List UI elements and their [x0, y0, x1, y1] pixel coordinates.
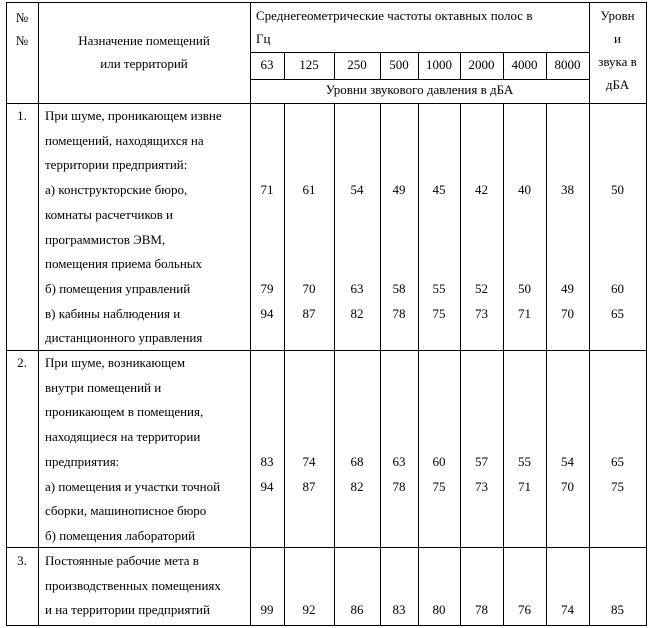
- row-text-line: б) помещения лабораторий: [45, 528, 196, 543]
- freq-label: 2000: [468, 57, 495, 72]
- row-text-line: При шуме, проникающем извне: [45, 108, 222, 123]
- spl-value: 63: [392, 454, 406, 469]
- spl-value: 63: [350, 281, 364, 296]
- spl-value: 71: [518, 306, 531, 321]
- spl-value: 54: [350, 182, 364, 197]
- spl-value: 78: [392, 479, 406, 494]
- freq-label: 8000: [554, 57, 581, 72]
- freq-label: 500: [389, 57, 409, 72]
- grid-right-border: [646, 2, 647, 626]
- spl-value: 73: [475, 306, 488, 321]
- row-text-line: в) кабины наблюдения и: [45, 306, 181, 321]
- row-text-line: программистов ЭВМ,: [45, 232, 166, 247]
- row-number: 3.: [17, 553, 27, 568]
- spl-value: 82: [350, 306, 364, 321]
- spl-value: 71: [518, 479, 531, 494]
- spl-value: 68: [350, 454, 364, 469]
- row-text-line: и на территории предприятий: [45, 602, 210, 617]
- spl-value: 49: [561, 281, 574, 296]
- grid-header-bottom-line: [6, 103, 647, 104]
- spl-value: 78: [475, 602, 488, 617]
- spl-value: 70: [302, 281, 316, 296]
- freq-label: 125: [299, 57, 319, 72]
- level-header: звука в: [598, 54, 637, 69]
- sound-level-value: 60: [611, 281, 624, 296]
- name-header: или территорий: [100, 56, 188, 71]
- num-header: №: [15, 10, 29, 25]
- spl-value: 82: [350, 479, 364, 494]
- grid-row-separator: [6, 547, 647, 548]
- freq-label: 63: [260, 57, 274, 72]
- spl-value: 54: [561, 454, 574, 469]
- sound-level-value: 75: [611, 479, 624, 494]
- spl-value: 60: [432, 454, 446, 469]
- spl-value: 78: [392, 306, 406, 321]
- spl-value: 92: [302, 602, 316, 617]
- spl-header: Уровни звукового давления в дБА: [325, 82, 514, 97]
- grid-row-separator: [6, 350, 647, 351]
- freq-label: 4000: [511, 57, 538, 72]
- grid-left-border: [6, 2, 7, 626]
- spl-value: 40: [518, 182, 531, 197]
- spl-value: 83: [392, 602, 406, 617]
- row-text-line: территории предприятий:: [45, 157, 188, 172]
- row-text-line: При шуме, возникающем: [45, 355, 186, 370]
- row-text-line: комнаты расчетчиков и: [45, 207, 173, 222]
- grid-col-line: [38, 2, 39, 626]
- sound-level-value: 65: [611, 306, 624, 321]
- spl-value: 99: [260, 602, 274, 617]
- spl-value: 86: [350, 602, 364, 617]
- spl-value: 94: [260, 306, 274, 321]
- spl-value: 74: [561, 602, 574, 617]
- spl-value: 87: [302, 306, 316, 321]
- spl-value: 49: [392, 182, 406, 197]
- row-text-line: а) помещения и участки точной: [45, 479, 221, 494]
- level-header: дБА: [605, 77, 630, 92]
- spl-value: 75: [432, 306, 446, 321]
- row-text-line: находящиеся на территории: [45, 429, 201, 444]
- row-text-line: предприятия:: [45, 454, 120, 469]
- level-header: Уровн: [600, 8, 635, 23]
- spl-value: 61: [302, 182, 316, 197]
- spl-value: 55: [432, 281, 446, 296]
- sound-level-value: 50: [611, 182, 624, 197]
- freq-header: Гц: [256, 31, 271, 46]
- freq-header: Среднегеометрические частоты октавных полос в: [256, 8, 533, 23]
- row-text-line: а) конструкторские бюро,: [45, 182, 188, 197]
- spl-value: 94: [260, 479, 274, 494]
- row-text-line: помещений, находящихся на: [45, 133, 204, 148]
- name-header: Назначение помещений: [78, 33, 210, 48]
- spl-value: 38: [561, 182, 574, 197]
- spl-value: 87: [302, 479, 316, 494]
- spl-value: 71: [260, 182, 274, 197]
- spl-value: 80: [432, 602, 446, 617]
- spl-value: 70: [561, 479, 574, 494]
- freq-label: 250: [347, 57, 367, 72]
- num-header: №: [15, 33, 29, 48]
- spl-value: 70: [561, 306, 574, 321]
- spl-value: 74: [302, 454, 316, 469]
- spl-value: 76: [518, 602, 531, 617]
- spl-value: 73: [475, 479, 488, 494]
- grid-bottom-border: [6, 625, 647, 626]
- grid-freq-header-line: [250, 52, 590, 53]
- row-text-line: сборки, машинописное бюро: [45, 503, 207, 518]
- freq-label: 1000: [426, 57, 452, 72]
- row-number: 1.: [17, 108, 27, 123]
- spl-value: 83: [260, 454, 274, 469]
- spl-value: 52: [475, 281, 488, 296]
- row-text-line: производственных помещениях: [45, 578, 221, 593]
- row-number: 2.: [17, 355, 27, 370]
- row-text-line: внутри помещений и: [45, 380, 162, 395]
- level-header: и: [614, 31, 621, 46]
- grid-freq-values-line: [250, 79, 590, 80]
- row-text-line: помещения приема больных: [45, 256, 203, 271]
- spl-value: 42: [475, 182, 488, 197]
- sound-level-value: 65: [611, 454, 624, 469]
- spl-value: 50: [518, 281, 531, 296]
- spl-value: 55: [518, 454, 531, 469]
- spl-value: 58: [392, 281, 406, 296]
- row-text-line: б) помещения управлений: [45, 281, 191, 296]
- spl-value: 75: [432, 479, 446, 494]
- row-text-line: проникающем в помещения,: [45, 404, 204, 419]
- row-text-line: Постоянные рабочие мета в: [45, 553, 199, 568]
- spl-value: 45: [432, 182, 446, 197]
- spl-value: 57: [475, 454, 488, 469]
- row-text-line: дистанционного управления: [45, 330, 203, 345]
- spl-value: 79: [260, 281, 274, 296]
- sound-level-value: 85: [611, 602, 624, 617]
- grid-top-border: [6, 2, 647, 3]
